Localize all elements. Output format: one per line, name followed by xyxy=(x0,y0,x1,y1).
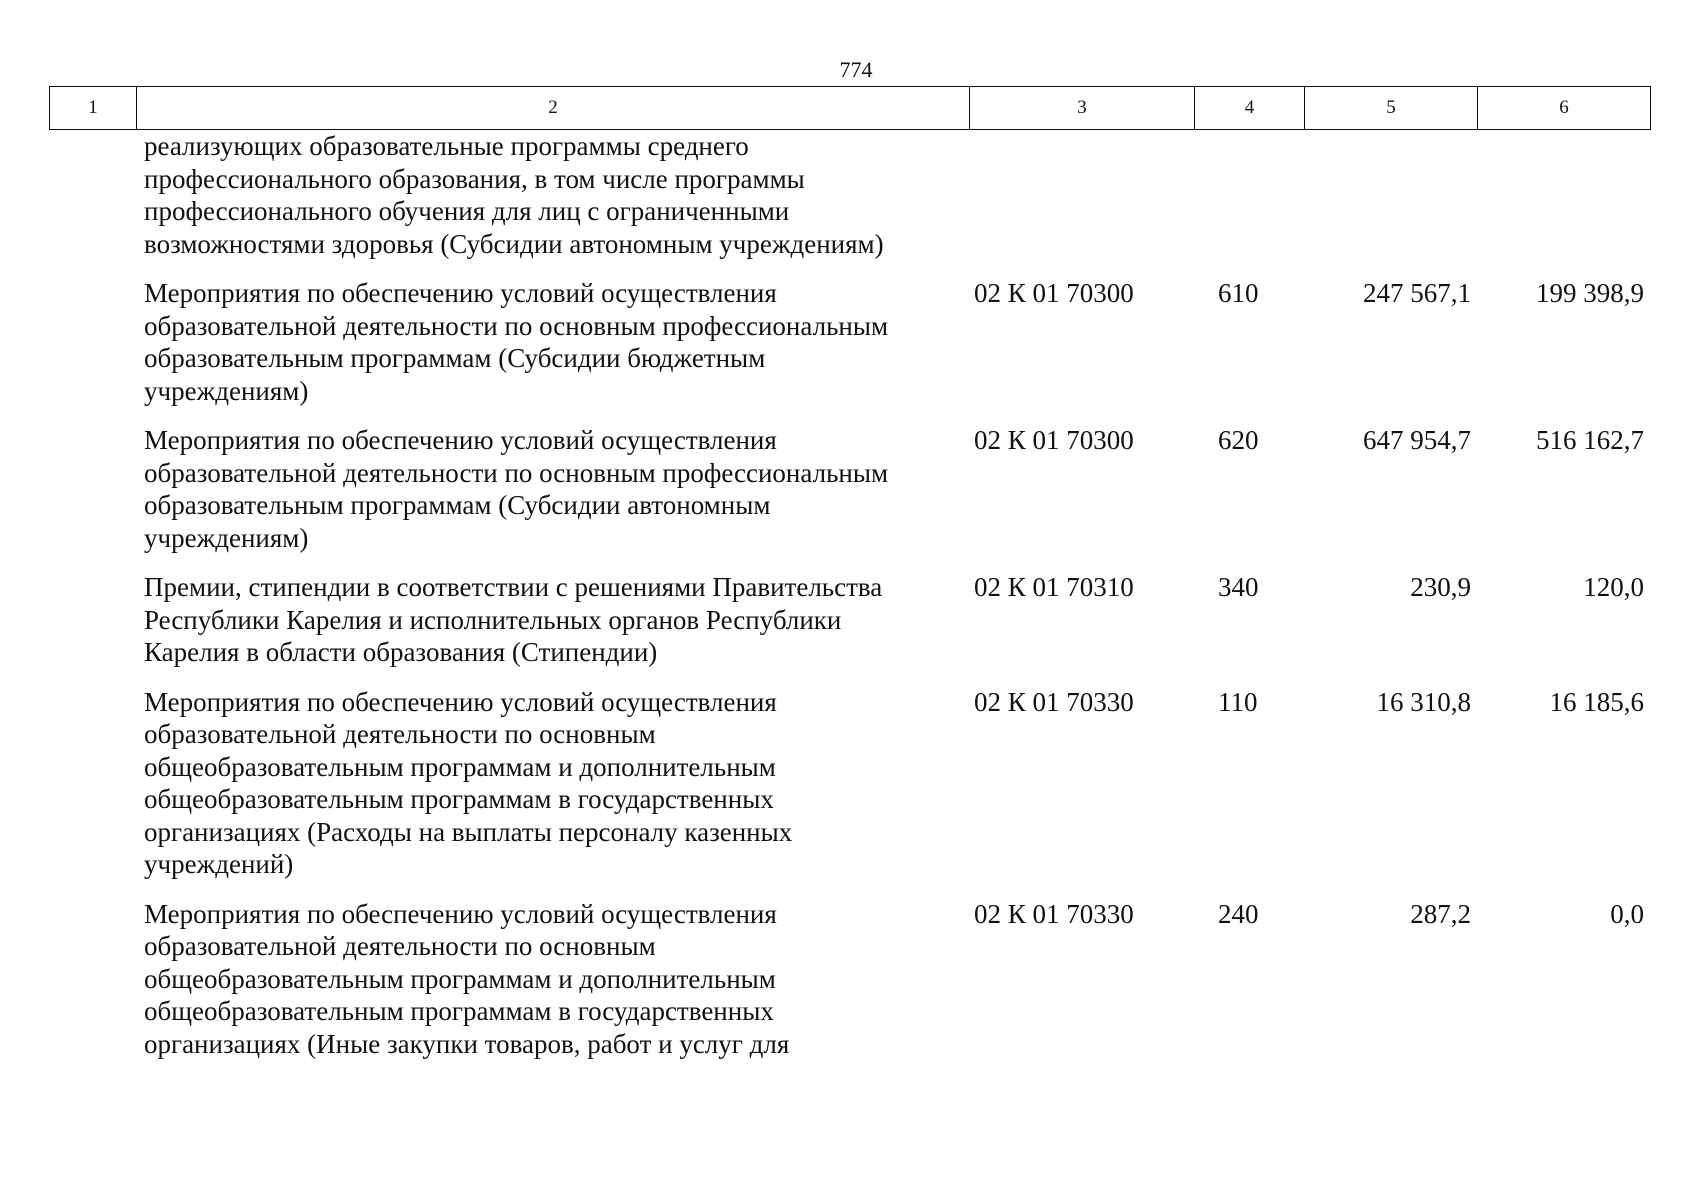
table-row xyxy=(0,571,1697,686)
description-line: Карелия в области образования (Стипендии) xyxy=(144,637,658,667)
description-line: образовательной деятельности по основным профессиональным xyxy=(144,457,889,488)
row-target-code: 02 К 01 70330 xyxy=(974,686,1134,717)
table-body xyxy=(0,130,1697,1077)
row-amount-col6: 120,0 xyxy=(1583,572,1644,602)
row-amount-col5: 247 567,1 xyxy=(1363,278,1471,308)
description-line: образовательным программам (Субсидии автономным xyxy=(144,490,771,520)
description-line: Мероприятия по обеспечению условий осуществления xyxy=(144,686,777,717)
description-line: образовательной деятельности по основным xyxy=(144,719,656,749)
table-row xyxy=(0,686,1697,898)
row-target-code: 02 К 01 70300 xyxy=(974,278,1134,308)
column-header-4: 4 xyxy=(1195,87,1305,130)
row-description xyxy=(144,424,944,554)
row-expense-type: 610 xyxy=(1218,278,1259,308)
row-description xyxy=(144,898,944,1061)
row-amount-col5: 16 310,8 xyxy=(1376,686,1471,717)
row-amount-col6: 516 162,7 xyxy=(1536,425,1644,455)
row-amount-col5: 230,9 xyxy=(1410,572,1471,602)
description-line: реализующих образовательные программы среднего xyxy=(144,131,749,161)
row-description xyxy=(144,686,944,881)
row-expense-type: 620 xyxy=(1218,425,1259,455)
description-line: общеобразовательным программам и дополнительным xyxy=(144,963,776,994)
description-line: Республики Карелия и исполнительных органов Республики xyxy=(144,604,842,635)
description-line: Мероприятия по обеспечению условий осуществления xyxy=(144,425,777,455)
row-target-code: 02 К 01 70300 xyxy=(974,425,1134,455)
description-line: возможностями здоровья (Субсидии автономным учреждениям) xyxy=(144,228,884,259)
description-line: образовательной деятельности по основным xyxy=(144,931,656,961)
row-description xyxy=(144,571,944,669)
table-row xyxy=(0,424,1697,571)
row-description xyxy=(144,130,944,260)
column-header-1: 1 xyxy=(50,87,137,130)
description-line: образовательной деятельности по основным профессиональным xyxy=(144,310,889,341)
table-row xyxy=(0,130,1697,277)
page-number: 774 xyxy=(839,57,873,82)
column-header-3: 3 xyxy=(970,87,1195,130)
row-target-code: 02 К 01 70330 xyxy=(974,898,1134,929)
description-line: Мероприятия по обеспечению условий осуществления xyxy=(144,898,777,929)
column-header-2: 2 xyxy=(137,87,970,130)
description-line: учреждениям) xyxy=(144,522,309,553)
row-amount-col6: 199 398,9 xyxy=(1536,278,1644,308)
description-line: профессионального образования, в том числе программы xyxy=(144,163,805,194)
description-line: общеобразовательным программам и дополнительным xyxy=(144,751,776,782)
description-line: Мероприятия по обеспечению условий осуществления xyxy=(144,278,777,308)
table-row xyxy=(0,277,1697,424)
description-line: общеобразовательным программам в государственных xyxy=(144,996,774,1026)
description-line: учреждений) xyxy=(144,849,294,879)
row-amount-col5: 287,2 xyxy=(1410,898,1471,929)
description-line: Премии, стипендии в соответствии с решениями Правительства xyxy=(144,572,883,602)
table-row xyxy=(0,898,1697,1078)
column-header-5: 5 xyxy=(1305,87,1478,130)
description-line: организациях (Расходы на выплаты персоналу казенных xyxy=(144,816,793,847)
description-line: профессионального обучения для лиц с ограниченными xyxy=(144,196,790,226)
row-expense-type: 340 xyxy=(1218,572,1259,602)
description-line: общеобразовательным программам в государственных xyxy=(144,784,774,814)
description-line: образовательным программам (Субсидии бюджетным xyxy=(144,343,766,373)
row-expense-type: 240 xyxy=(1218,898,1259,929)
row-amount-col5: 647 954,7 xyxy=(1363,425,1471,455)
column-header-table xyxy=(49,86,1651,130)
column-header-row xyxy=(50,87,1651,130)
row-target-code: 02 К 01 70310 xyxy=(974,572,1134,602)
row-expense-type: 110 xyxy=(1218,686,1258,717)
description-line: организациях (Иные закупки товаров, работ и услуг для xyxy=(144,1028,790,1059)
description-line: учреждениям) xyxy=(144,375,309,406)
column-header-6: 6 xyxy=(1478,87,1651,130)
row-amount-col6: 16 185,6 xyxy=(1549,686,1644,717)
row-description xyxy=(144,277,944,407)
row-amount-col6: 0,0 xyxy=(1610,898,1644,929)
